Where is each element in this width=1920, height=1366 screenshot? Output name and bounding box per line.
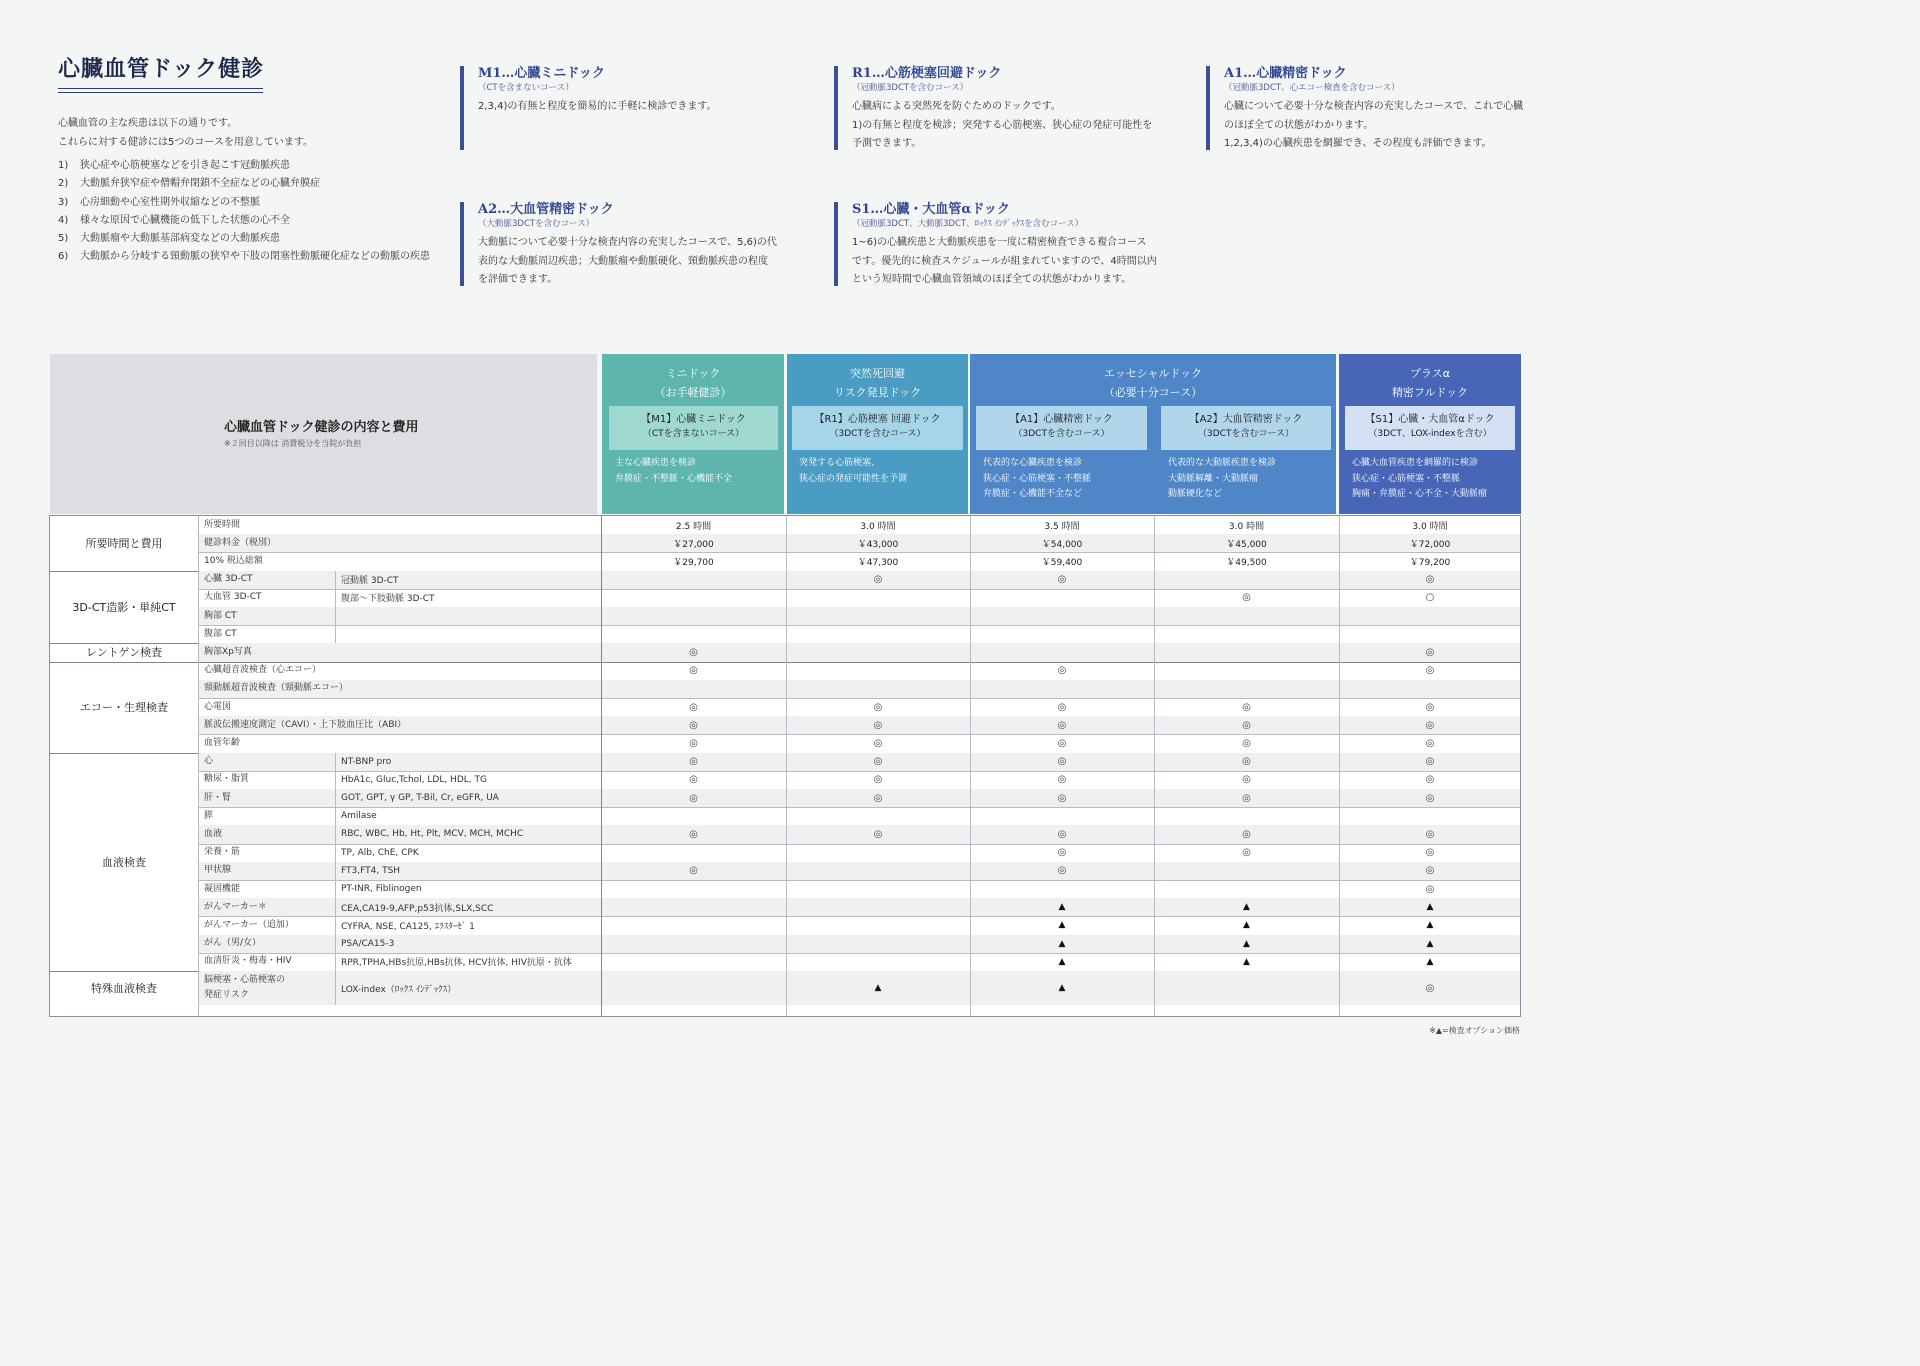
table-mark: ◎	[1242, 737, 1251, 749]
disease-text: 大動脈弁狭窄症や僧帽弁閉鎖不全症などの心臓弁膜症	[80, 178, 320, 190]
category-name	[602, 364, 784, 402]
course-desc-line: 心臓病による突然死を防ぐためのドックです。	[852, 101, 1061, 112]
category-name	[787, 364, 968, 402]
disease-item	[58, 212, 430, 230]
course-title: M1…心臓ミニドック	[478, 66, 605, 81]
disease-number: 5)	[58, 233, 69, 245]
course-s1	[834, 202, 1157, 286]
table-mark: ◎	[1425, 792, 1435, 804]
disease-item	[58, 194, 430, 212]
category-name-line: 精密フルドック	[1391, 386, 1469, 399]
table-row-item: 栄養・筋	[204, 847, 241, 858]
course-desc-line: という短時間で心臓血管領域のほぼ全ての状態がわかります。	[852, 274, 1132, 285]
disease-item	[58, 157, 430, 175]
course-feature: 狭心症・心筋梗塞・不整脈	[1352, 473, 1461, 484]
table-mark: ◎	[1425, 646, 1435, 658]
table-value: ￥27,000	[673, 539, 714, 550]
table-value: ￥79,200	[1409, 557, 1451, 568]
title-underline	[58, 88, 263, 93]
column-divider	[1154, 516, 1155, 1016]
category-name-line: 突然死回避	[850, 367, 905, 380]
table-mark: ◎	[1242, 792, 1251, 804]
course-feature: 動脈硬化など	[1168, 489, 1223, 499]
table-mark: ◎	[873, 574, 883, 586]
table-heading: 心臓血管ドック健診の内容と費用	[224, 420, 419, 435]
disease-number: 2)	[58, 178, 69, 190]
table-row-subitem: Amilase	[341, 811, 377, 822]
table-value: ￥47,300	[857, 557, 899, 568]
disease-number: 6)	[58, 251, 69, 263]
table-row-item: がんマーカー（追加）	[204, 919, 294, 930]
table-mark: ◎	[689, 646, 698, 658]
table-mark: ◎	[1057, 665, 1067, 677]
table-mark: ◎	[873, 792, 883, 804]
table-mark: ◎	[1242, 847, 1251, 859]
course-subtitle: （冠動脈3DCT、大動脈3DCT、ﾛｯｸｽ ｲﾝﾃﾞｯｸｽを含むコース）	[852, 219, 1084, 229]
course-feature: 狭心症・心筋梗塞・不整脈	[983, 473, 1092, 484]
table-mark: ◎	[1425, 665, 1435, 677]
disease-number: 4)	[58, 214, 69, 226]
table-mark: ◎	[689, 719, 698, 731]
table-mark: ▲	[1426, 956, 1434, 967]
category-name	[970, 364, 1336, 402]
disease-text: 様々な原因で心臓機能の低下した状態の心不全	[80, 214, 290, 226]
table-mark: ◎	[873, 774, 883, 786]
course-title: A2…大血管精密ドック	[478, 202, 614, 217]
course-box	[792, 406, 963, 450]
table-value: 3.0 時間	[1412, 521, 1448, 532]
course-m1	[460, 66, 717, 150]
course-box-title: 【A1】心臓精密ドック	[1010, 414, 1113, 425]
table-row-shade	[198, 643, 1520, 661]
course-box	[1161, 406, 1331, 450]
table-value: ￥29,700	[673, 557, 714, 568]
column-divider	[601, 516, 602, 1016]
course-desc-line: 1,2,3,4)の心臓疾患を網羅でき、その程度も評価できます。	[1224, 138, 1492, 149]
course-desc-line: 1)の有無と程度を検診；突発する心筋梗塞、狭心症の発症可能性を	[852, 119, 1153, 131]
table-row-subitem: CYFRA, NSE, CA125, ｴﾗｽﾀｰｾﾞ 1	[341, 921, 475, 932]
course-feature: 弁膜症・心機能不全など	[983, 489, 1083, 499]
table-mark: ◎	[689, 828, 698, 840]
table-mark: ◎	[689, 792, 698, 804]
disease-text: 大動脈瘤や大動脈基部病変などの大動脈疾患	[80, 233, 280, 245]
table-row-item: 膵	[204, 810, 214, 821]
intro-text	[58, 114, 313, 152]
table-row-subitem: PSA/CA15-3	[341, 938, 395, 949]
course-desc-line: を評価できます。	[478, 274, 558, 285]
table-mark: ◎	[1425, 828, 1435, 840]
course-box-subtitle: （3DCTを含むコース）	[1013, 429, 1110, 439]
course-desc-line: 1~6)の心臓疾患と大動脈疾患を一度に精密検査できる複合コース	[852, 237, 1147, 248]
disease-item	[58, 248, 430, 266]
category-name-line: プラスα	[1410, 367, 1450, 380]
course-box-title: 【M1】心臓ミニドック	[641, 414, 746, 425]
table-value: 3.0 時間	[860, 521, 896, 532]
course-desc-line: 心臓について必要十分な検査内容の充実したコースで、これで心臓	[1224, 101, 1524, 112]
course-box	[976, 406, 1147, 450]
category-name	[1339, 364, 1521, 402]
course-box-subtitle: （3DCT、LOX-indexを含む）	[1368, 429, 1492, 439]
table-mark: ◎	[1242, 719, 1251, 731]
disease-item	[58, 230, 430, 248]
table-mark: ◎	[689, 774, 698, 786]
table-row-item: 血液	[204, 828, 223, 839]
table-mark: ◎	[1242, 774, 1251, 786]
table-row-item: 健診料金（税別）	[204, 537, 277, 548]
table-row-item: 心電図	[204, 701, 232, 712]
table-mark: ◎	[1057, 847, 1067, 859]
column-divider	[198, 516, 199, 1016]
course-desc-line: 予測できます。	[852, 138, 922, 149]
table-value: ￥43,000	[857, 539, 899, 550]
table-row-item: 胸部 CT	[204, 610, 237, 621]
course-box	[609, 406, 778, 450]
table-row-item: 凝固機能	[204, 883, 241, 894]
course-title: S1…心臓・大血管αドック	[852, 202, 1010, 217]
table-row-item: 心臓超音波検査（心エコー）	[204, 665, 322, 676]
course-feature: 狭心症の発症可能性を予測	[799, 473, 908, 484]
row-divider	[198, 807, 1520, 808]
table-row-subitem: FT3,FT4, TSH	[341, 865, 401, 876]
course-box-title: 【A2】大血管精密ドック	[1189, 414, 1303, 425]
course-feature: 突発する心筋梗塞、	[799, 458, 881, 468]
table-mark: ◎	[1057, 865, 1067, 877]
course-box-subtitle: （CTを含まないコース）	[642, 429, 745, 439]
course-subtitle: （大動脈3DCTを含むコース）	[478, 219, 595, 229]
table-mark: ◎	[1242, 756, 1251, 768]
table-mark: ◎	[1425, 574, 1435, 586]
table-mark: ◎	[1057, 828, 1067, 840]
table-row-item: 10% 税込総額	[204, 555, 263, 566]
course-feature: 代表的な心臓疾患を検診	[983, 458, 1083, 468]
footnote: ※▲=検査オプション価格	[1429, 1026, 1520, 1035]
table-mark: ◎	[873, 737, 883, 749]
table-mark: ◎	[873, 701, 883, 713]
table-mark: ◎	[689, 737, 698, 749]
table-mark: ▲	[1058, 938, 1066, 949]
course-box-title: 【R1】心筋梗塞 回避ドック	[814, 414, 941, 425]
course-desc-line: のほぼ全ての状態がわかります。	[1224, 119, 1374, 131]
table-mark: ◎	[873, 828, 883, 840]
table-mark: ◎	[1425, 701, 1435, 713]
table-row-subitem: RBC, WBC, Hb, Ht, Plt, MCV, MCH, MCHC	[341, 829, 524, 840]
table-mark: ◎	[1057, 574, 1067, 586]
course-subtitle: （冠動脈3DCTを含むコース）	[852, 83, 969, 93]
column-divider	[1339, 516, 1340, 1016]
disease-number: 1)	[58, 160, 69, 171]
row-divider	[198, 625, 1520, 626]
table-group-label: 血液検査	[102, 855, 146, 869]
table-group-label: エコー・生理検査	[80, 701, 168, 715]
table-mark: ◎	[1425, 883, 1435, 895]
table-mark: ▲	[1426, 920, 1434, 931]
intro-line: これらに対する健診には5つのコースを用意しています。	[58, 137, 314, 148]
table-row-item: がんマーカー＊	[204, 901, 267, 912]
table-mark: ▲	[1426, 938, 1434, 949]
table-value: ￥54,000	[1041, 539, 1083, 550]
category-name-line: （お手軽健診）	[654, 386, 732, 399]
table-mark: ◎	[689, 701, 698, 713]
intro-line: 心臓血管の主な疾患は以下の通りです。	[58, 118, 238, 129]
sub-column-divider	[335, 571, 336, 644]
table-mark: ○	[1425, 592, 1435, 604]
disease-text: 大動脈から分岐する頸動脈の狭窄や下肢の閉塞性動脈硬化症などの動脈の疾患	[80, 251, 430, 263]
table-row-item: 心	[204, 756, 214, 767]
course-feature: 主な心臓疾患を検診	[615, 458, 697, 468]
table-mark: ◎	[1057, 719, 1067, 731]
course-desc-line: 2,3,4)の有無と程度を簡易的に手軽に検診できます。	[478, 101, 717, 112]
table-heading-panel	[50, 354, 597, 514]
table-value: ￥45,000	[1226, 539, 1267, 550]
course-feature: 大動脈解離・大動脈瘤	[1168, 473, 1259, 484]
table-mark: ◎	[1057, 756, 1067, 768]
table-mark: ▲	[1058, 956, 1066, 967]
table-mark: ◎	[1425, 719, 1435, 731]
column-divider	[970, 516, 971, 1016]
table-group-label: 特殊血液検査	[91, 982, 157, 995]
table-value: 3.0 時間	[1228, 521, 1265, 532]
disease-list	[58, 157, 430, 267]
table-row-shade	[198, 680, 1520, 698]
table-mark: ▲	[1426, 902, 1434, 913]
table-mark: ◎	[1242, 828, 1251, 840]
column-divider	[786, 516, 787, 1016]
table-row-item: 血管年齢	[204, 737, 241, 748]
table-row-item: がん（男/女）	[204, 938, 262, 949]
table-mark: ◎	[1425, 756, 1435, 768]
sub-column-divider	[335, 971, 336, 1005]
table-row-subitem: PT-INR, Fiblinogen	[341, 884, 422, 895]
table-row-item: 所要時間	[204, 519, 241, 530]
table-mark: ◎	[1425, 847, 1435, 859]
course-r1	[834, 66, 1152, 150]
table-row-subitem: TP, Alb, ChE, CPK	[341, 847, 419, 858]
course-box-title: 【S1】心臓・大血管αドック	[1365, 414, 1495, 425]
table-row-item: 脳梗塞・心筋梗塞の 発症リスク	[204, 975, 286, 1000]
table-mark: ◎	[689, 665, 698, 677]
table-value: 3.5 時間	[1044, 521, 1080, 532]
disease-text: 心房細動や心室性期外収縮などの不整脈	[80, 196, 260, 208]
table-mark: ▲	[1058, 920, 1066, 931]
course-feature: 心臓大血管疾患を網羅的に検診	[1352, 458, 1479, 468]
course-title: R1…心筋梗塞回避ドック	[852, 66, 1002, 81]
table-group-label: レントゲン検査	[85, 646, 163, 660]
course-desc-line: 表的な大動脈周辺疾患；大動脈瘤や動脈硬化、頸動脈疾患の程度	[478, 255, 768, 267]
table-mark: ◎	[689, 865, 698, 877]
category-name-line: （必要十分コース）	[1103, 386, 1203, 399]
table-row-subitem: GOT, GPT, γ GP, T-Bil, Cr, eGFR, UA	[341, 793, 499, 804]
table-row-subitem: CEA,CA19-9,AFP,p53抗体,SLX,SCC	[341, 903, 494, 914]
table-heading-note: ※２回目以降は 消費税分を当院が負担	[224, 439, 362, 448]
course-box	[1345, 406, 1515, 450]
table-row-subitem: HbA1c, Gluc,Tchol, LDL, HDL, TG	[341, 774, 487, 785]
table-mark: ◎	[1057, 737, 1067, 749]
table-mark: ◎	[1242, 701, 1251, 713]
table-row-subitem: 腹部～下肢動脈 3D-CT	[341, 594, 435, 605]
table-row-item: 血清肝炎・梅毒・HIV	[204, 956, 292, 967]
table-mark: ◎	[1242, 592, 1251, 604]
course-feature: 胸痛・弁膜症・心不全・大動脈瘤	[1352, 489, 1488, 499]
table-mark: ▲	[1058, 983, 1066, 993]
table-mark: ▲	[1243, 902, 1250, 913]
table-row-item: 胸部Xp写真	[204, 646, 252, 657]
table-group-label: 3D-CT造影・単純CT	[72, 600, 176, 614]
course-feature: 弁膜症・不整脈・心機能不全	[615, 473, 733, 484]
table-row-item: 腹部 CT	[204, 628, 237, 639]
table-row-subitem: RPR,TPHA,HBs抗原,HBs抗体, HCV抗体, HIV抗原・抗体	[341, 958, 572, 969]
table-row-item: 脈波伝搬速度測定（CAVI）・上下肢血圧比（ABI）	[204, 719, 407, 730]
page-title: 心臓血管ドック健診	[58, 56, 265, 82]
course-subtitle: （冠動脈3DCT、心エコー検査を含むコース）	[1224, 83, 1400, 93]
table-mark: ▲	[1243, 938, 1250, 949]
table-value: ￥49,500	[1226, 557, 1267, 568]
course-desc-line: です。優先的に検査スケジュールが組まれていますので、4時間以内	[852, 255, 1157, 267]
table-mark: ◎	[1057, 701, 1067, 713]
table-value: 2.5 時間	[675, 521, 712, 532]
category-name-line: リスク発見ドック	[833, 386, 922, 399]
table-mark: ◎	[1057, 774, 1067, 786]
course-subtitle: （CTを含まないコース）	[478, 83, 574, 93]
disease-number: 3)	[58, 196, 69, 208]
table-row-item: 糖尿・脂質	[204, 774, 250, 785]
course-desc-line: 大動脈について必要十分な検査内容の充実したコースで、5,6)の代	[478, 237, 777, 248]
price-table	[49, 515, 1521, 1017]
table-mark: ◎	[1425, 982, 1435, 994]
table-row-subitem: LOX-index（ﾛｯｸｽ ｲﾝﾃﾞｯｸｽ）	[341, 984, 457, 995]
sub-column-divider	[335, 753, 336, 971]
table-row-item: 肝・腎	[204, 792, 232, 803]
table-row-subitem: NT-BNP pro	[341, 756, 392, 767]
table-mark: ▲	[1058, 902, 1066, 913]
category-name-line: エッセシャルドック	[1103, 367, 1203, 380]
course-box-subtitle: （3DCTを含むコース）	[829, 429, 926, 439]
table-mark: ◎	[1425, 774, 1435, 786]
course-box-subtitle: （3DCTを含むコース）	[1198, 429, 1294, 439]
table-value: ￥72,000	[1409, 539, 1451, 550]
table-row-item: 大血管 3D-CT	[204, 592, 262, 603]
category-name-line: ミニドック	[665, 367, 721, 380]
course-title: A1…心臓精密ドック	[1224, 66, 1347, 81]
disease-item	[58, 175, 430, 193]
table-mark: ▲	[1243, 956, 1250, 967]
table-row-item: 心臓 3D-CT	[204, 574, 253, 585]
table-mark: ▲	[1243, 920, 1250, 931]
table-value: ￥59,400	[1041, 557, 1083, 568]
table-mark: ◎	[689, 756, 698, 768]
course-a2	[460, 202, 777, 286]
table-row-subitem: 冠動脈 3D-CT	[341, 576, 399, 587]
course-feature: 代表的な大動脈疾患を検診	[1168, 458, 1277, 468]
table-group-label: 所要時間と費用	[85, 537, 163, 551]
table-row-item: 甲状腺	[204, 865, 232, 876]
table-row-shade	[198, 607, 1520, 625]
table-mark: ▲	[874, 983, 882, 993]
table-mark: ◎	[873, 756, 883, 768]
table-mark: ◎	[873, 719, 883, 731]
table-mark: ◎	[1425, 737, 1435, 749]
course-a1	[1206, 66, 1523, 150]
table-mark: ◎	[1425, 865, 1435, 877]
table-mark: ◎	[1057, 792, 1067, 804]
table-row-item: 頸動脈超音波検査（頸動脈エコー）	[204, 683, 349, 694]
disease-text: 狭心症や心筋梗塞などを引き起こす冠動脈疾患	[80, 160, 290, 171]
